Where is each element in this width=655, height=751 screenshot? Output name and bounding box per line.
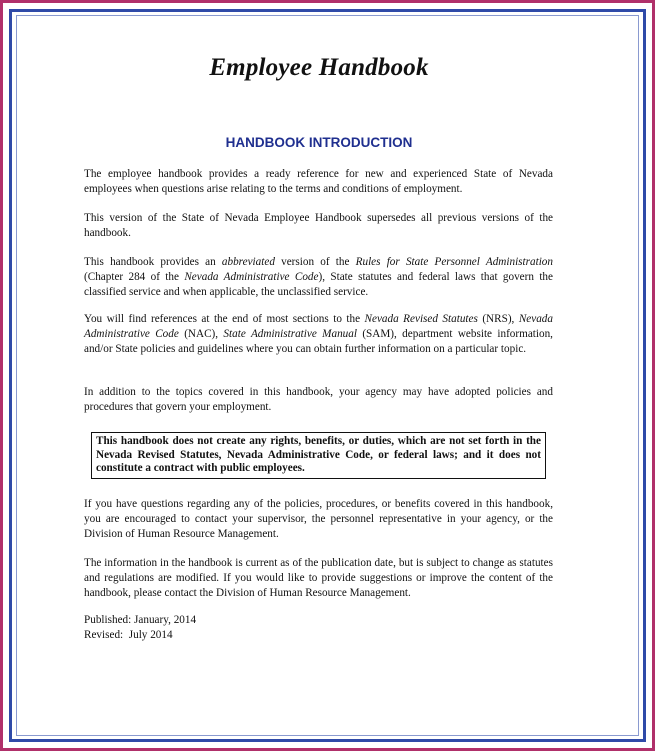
paragraph-questions: If you have questions regarding any of the policies, procedures, or benefits covered in this handbook, you are encouraged to contact your supervisor, the personnel representative in your agency, or the Division of Human Resource Management. [84, 498, 553, 541]
disclaimer-box: This handbook does not create any rights, benefits, or duties, which are not set forth in the Nevada Revised Statutes, Nevada Administrative Code, or federal laws; and it does not constitute a contract with public employees. [91, 432, 546, 479]
paragraph-intro: The employee handbook provides a ready reference for new and experienced State of Nevada employees when questions arise relating to the terms and conditions of employment. [84, 168, 553, 196]
paragraph-agency-policies: In addition to the topics covered in this handbook, your agency may have adopted policies and procedures that govern your employment. [84, 386, 553, 414]
refs-text-a: You will find references at the end of most sections to the [84, 313, 365, 325]
paragraph-version: This version of the State of Nevada Employee Handbook supersedes all previous versions of the handbook. [84, 212, 553, 240]
paragraph-scope [84, 255, 553, 301]
revised-date: Revised: July 2014 [84, 629, 173, 641]
refs-text-c: (NRS), [477, 313, 519, 325]
refs-text-g: (SAM), department website information, and/or State policies and guidelines where you can obtain further information on a particular topic. [84, 328, 553, 356]
scope-text-g: ), State statutes and federal laws that govern the classified service and when applicable, the unclassified service. [84, 271, 553, 299]
published-date: Published: January, 2014 [84, 614, 197, 626]
refs-text-d: Nevada Administrative Code [84, 313, 553, 341]
paragraph-currency: The information in the handbook is current as of the publication date, but is subject to change as statutes and regulations are modified. If you would like to provide suggestions or improve the content of the handbook, please contact the Division of Human Resource Management. [84, 557, 553, 600]
refs-text-f: State Administrative Manual [223, 328, 357, 341]
refs-text-b: Nevada Revised Statutes [364, 313, 478, 325]
scope-text-f: Nevada Administrative Code [184, 271, 319, 284]
publication-info [84, 613, 196, 643]
scope-text-b: abbreviated [221, 256, 275, 268]
refs-text-e: (NAC), [178, 328, 224, 341]
scope-text-e: (Chapter 284 of the [84, 271, 185, 284]
scope-text-d: Rules for State Personnel Administration [355, 256, 553, 268]
document-title: Employee Handbook [209, 54, 429, 81]
paragraph-references [84, 312, 553, 358]
section-heading: HANDBOOK INTRODUCTION [225, 135, 413, 150]
scope-text-c: version of the [274, 256, 356, 268]
scope-text-a: This handbook provides an [84, 256, 222, 268]
